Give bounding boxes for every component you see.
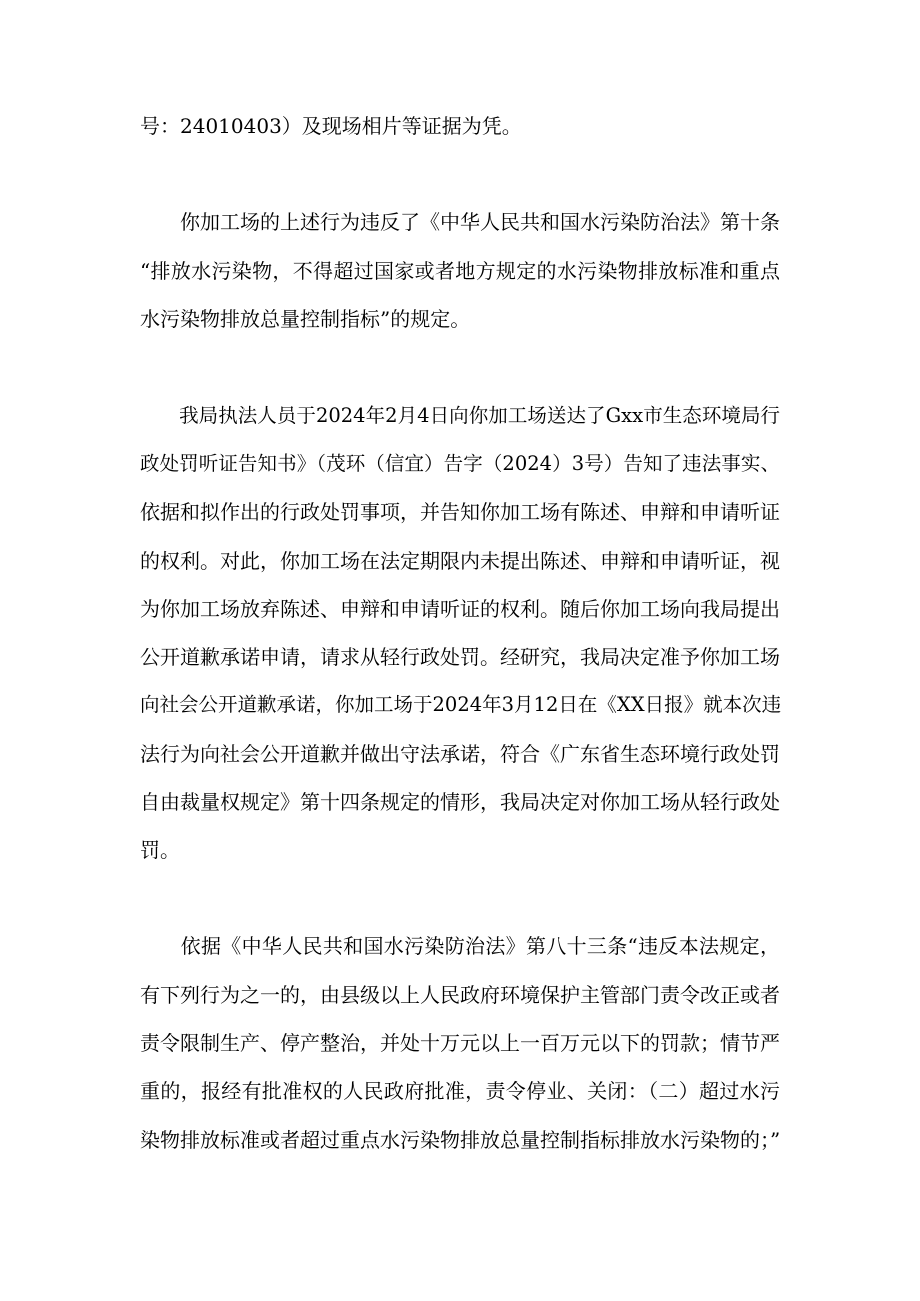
paragraph-4-line-4: 重的，报经有批准权的人民政府批准，责令停业、关闭：（二）超过水污 <box>140 1079 780 1103</box>
paragraph-3-line-5: 为你加工场放弃陈述、申辩和申请听证的权利。随后你加工场向我局提出 <box>140 597 780 621</box>
paragraph-3-line-6: 公开道歉承诺申请，请求从轻行政处罚。经研究，我局决定准予你加工场 <box>140 645 780 669</box>
paragraph-4-line-3: 责令限制生产、停产整治，并处十万元以上一百万元以下的罚款；情节严 <box>140 1031 780 1055</box>
paragraph-4-line-5: 染物排放标准或者超过重点水污染物排放总量控制指标排放水污染物的；” <box>140 1128 781 1152</box>
paragraph-4-line-2: 有下列行为之一的，由县级以上人民政府环境保护主管部门责令改正或者 <box>140 983 780 1007</box>
paragraph-3-line-7: 向社会公开道歉承诺，你加工场于2024年3月12日在《XX日报》就本次违 <box>140 693 782 716</box>
paragraph-3-line-1: 我局执法人员于2024年2月4日向你加工场送达了Gxx市生态环境局行 <box>140 404 780 427</box>
paragraph-3-line-2: 政处罚听证告知书》（茂环（信宜）告字（2024）3号）告知了违法事实、 <box>140 452 780 475</box>
paragraph-3-line-8: 法行为向社会公开道歉并做出守法承诺，符合《广东省生态环境行政处罚 <box>140 742 780 766</box>
paragraph-3-line-9: 自由裁量权规定》第十四条规定的情形，我局决定对你加工场从轻行政处 <box>140 790 780 814</box>
paragraph-4-line-1: 依据《中华人民共和国水污染防治法》第八十三条“违反本法规定， <box>140 934 780 958</box>
paragraph-3-line-3: 依据和拟作出的行政处罚事项，并告知你加工场有陈述、申辩和申请听证 <box>140 500 780 524</box>
paragraph-3-line-4: 的权利。对此，你加工场在法定期限内未提出陈述、申辩和申请听证，视 <box>140 549 780 573</box>
paragraph-2-line-1: 你加工场的上述行为违反了《中华人民共和国水污染防治法》第十条 <box>140 210 780 234</box>
paragraph-1-line-1: 号：24010403）及现场相片等证据为凭。 <box>140 114 522 138</box>
paragraph-2-line-2: “排放水污染物，不得超过国家或者地方规定的水污染物排放标准和重点 <box>140 259 780 283</box>
paragraph-2-line-3: 水污染物排放总量控制指标”的规定。 <box>140 307 471 331</box>
paragraph-3-line-10: 罚。 <box>140 838 180 862</box>
